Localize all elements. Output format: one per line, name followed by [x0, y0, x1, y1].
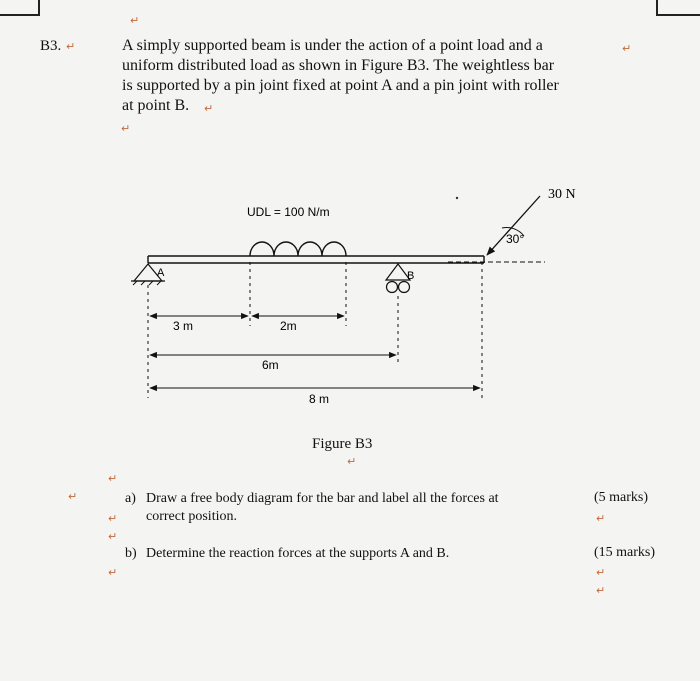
part-b-label: b): [125, 546, 137, 561]
problem-line-1: A simply supported beam is under the action of a point load and a: [122, 37, 543, 54]
dim-3m-label: 3 m: [173, 319, 194, 333]
dimension-guides: [148, 262, 482, 398]
paragraph-mark: ↵: [596, 584, 606, 597]
dim-8m-label: 8 m: [309, 392, 330, 406]
paragraph-mark: ↵: [121, 122, 131, 135]
paragraph-mark: ↵: [130, 14, 140, 27]
paragraph-mark: ↵: [347, 455, 357, 468]
support-b-label: B: [407, 270, 415, 282]
paragraph-mark: ↵: [68, 490, 78, 503]
figure-caption: Figure B3: [312, 436, 373, 452]
paragraph-mark: ↵: [66, 40, 76, 53]
angle-label: 30°: [506, 232, 525, 246]
paragraph-mark: ↵: [108, 472, 118, 485]
part-b-marks: (15 marks): [594, 545, 656, 560]
dim-2m-label: 2m: [280, 319, 297, 333]
support-a-label: A: [157, 267, 165, 279]
udl-label: UDL = 100 N/m: [247, 205, 330, 219]
problem-line-2: uniform distributed load as shown in Figure B3. The weightless bar: [122, 57, 555, 74]
part-b-text: [146, 545, 586, 563]
paragraph-mark: ↵: [108, 566, 118, 579]
part-a-line-2: correct position.: [146, 509, 237, 524]
speck: [456, 197, 458, 199]
dim-6m-label: 6m: [262, 358, 279, 372]
paragraph-mark: ↵: [204, 102, 214, 115]
problem-line-3: is supported by a pin joint fixed at point A and a pin joint with roller: [122, 77, 559, 94]
paragraph-mark: ↵: [108, 512, 118, 525]
part-a-label: a): [125, 491, 136, 506]
part-b-line-1: Determine the reaction forces at the supports A and B.: [146, 546, 450, 561]
paragraph-mark: ↵: [596, 566, 606, 579]
part-a-marks: (5 marks): [594, 490, 649, 505]
question-number: B3.: [40, 38, 62, 54]
part-a-text: [146, 490, 586, 526]
beam: [148, 256, 484, 263]
udl-symbol: [250, 242, 346, 256]
paragraph-mark: ↵: [596, 512, 606, 525]
problem-line-4: at point B.: [122, 97, 190, 114]
part-a-line-1: Draw a free body diagram for the bar and label all the forces at: [146, 491, 499, 506]
force-label: 30 N: [548, 187, 576, 202]
point-load-arrow: [487, 196, 540, 255]
paragraph-mark: ↵: [622, 42, 632, 55]
paragraph-mark: ↵: [108, 530, 118, 543]
